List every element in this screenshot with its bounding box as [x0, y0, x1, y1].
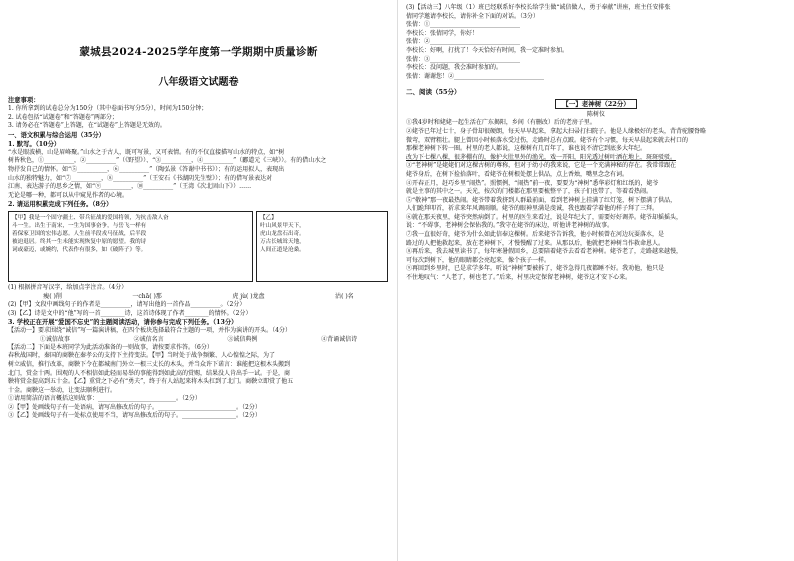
- reading-para: 路过的人把他救起来，放在老神树下，才慢慢醒了过来。从那以后，他就把老神树当作救命恩人。: [406, 239, 665, 247]
- reading-para: ③“老神树”是姥姥们对这棵古树的尊称，但对于幼小的我来说，它是一个充满神秘的存在。我常常跟在: [406, 162, 677, 170]
- q2-sub3: (3)【乙】诗是文中的“他”写的一首________诗，这首诗体现了作者________的情怀。（2分）: [8, 309, 252, 317]
- part2-heading: 二、阅读（55分）: [406, 88, 461, 97]
- pinyin-item: 一chā( )那: [132, 292, 162, 300]
- reading-para: ②姥爷已年过七十，身子骨却很硬朗，每天早早起来，拿起大扫帚打扫院子。他是人缘极好的老头，背背驼腰脊略: [406, 127, 707, 135]
- exam-title: 蒙城县2024-2025学年度第一学期期中质量诊断: [79, 46, 318, 58]
- reading-para: 微弯，双臂粗壮。腿上曾因小时候落水受过伤，走路时总有点跛。姥爷有个习惯，每天早晨起来就去村口的: [406, 136, 689, 144]
- reading-para: 不住地叹气：“人老了，树也老了。”后来，村里决定保留老神树，姥爷这才安下心来。: [406, 274, 632, 282]
- q1-line: 物抒发自己的情怀。如“⑤__________，⑥__________”（陶弘景《答谢中书书》）；有的运用拟人，表现出: [8, 165, 285, 173]
- q1-heading: 1. 默写。（10分）: [8, 140, 61, 148]
- task3-line: (3)【活动三】八年级（1）班已经联系好李校长给学生做“诚信做人，勇于奉献”讲座，班主任安排张: [406, 4, 671, 11]
- box-jia-line: 词或豪迈，或婉约，代表作有很多，如《破阵子》等。: [12, 247, 147, 254]
- material-box-jia: [8, 211, 253, 282]
- reading-para: 改为下七棵八棵，很茅棚有的，像护火肚里外的渔光，戏一开阳，阳光透过树叶洒在地上，斑斑驳驳。: [406, 153, 677, 161]
- reading-para: ⑨再回到乡里时，已是求学多年。听说“神树”要被拆了，姥爷急得几夜都睡不好。我劝他，他只是: [406, 265, 665, 273]
- box-yi-line: 人间正道是沧桑。: [260, 247, 305, 254]
- pinyin-row: [8, 293, 389, 301]
- material-box-yi: [256, 211, 388, 282]
- pinyin-item: 瘦( )削: [43, 292, 62, 300]
- q2-material-boxes: [8, 211, 389, 282]
- box-yi-line: 【乙】: [260, 215, 277, 222]
- q2-sub1: (1) 根据拼音写汉字，给加点字注音。（4分）: [8, 284, 128, 292]
- q3-sub2: ②【甲】处画线句子有一处语病，请写出修改后的句子。__________________________。（2分）: [8, 403, 261, 411]
- dialogue-line: 张倩：③______________________________: [406, 55, 521, 63]
- dialogue-line: 张倩：①______________________________: [406, 21, 521, 29]
- reading-author: 陈树仪: [586, 111, 605, 119]
- exam-subtitle: 八年级语文试题卷: [158, 77, 239, 88]
- notes-heading: 注意事项：: [8, 97, 40, 104]
- q3-story-line: 春秋战国时，秦国的商鞅在秦孝公的支持下主持变法。【甲】当时处于战争频繁、人心惶惶之际，为了: [8, 352, 276, 360]
- right-column: [397, 0, 794, 561]
- dialogue-line: 张倩：谢谢您！②______________________________: [406, 72, 545, 80]
- q2-sub2: (2)【甲】文段中画线句子的作者是__________，请写出他的一首作品__________。（2分）: [8, 300, 246, 308]
- reading-para: ⑤“敬神”那一夜最热闹。姥爷带着我挤到人群最前面，看到老神树上挂满了红灯笼，树下摆满了供品，: [406, 196, 677, 204]
- box-jia-line: 被迫退居。终其一生未能实现恢复中原的愿望。我的诗: [12, 239, 147, 246]
- q3-story-line: 鞅将赏金提高到五十金。【乙】重赏之下必有“勇夫”，终于有人站起来将木头扛到了北门。商鞅立即赏了他五: [8, 378, 294, 386]
- reading-para: ④开春正月，赶巧乡里“闹热”。照惯例，“闹热”前一夜，要要为“神树”悉华彩灯和红纸的，姥爷: [406, 179, 659, 187]
- box-jia-line: 斗一生。出生于南宋，一生为国事奋争，与岳飞一样有: [12, 223, 147, 230]
- q1-line: 树皆秋色，①__________，②__________”（《野望》）、“③__________，④__________”（酈道元《三峡》）。有的借山水之: [8, 157, 327, 165]
- q1-line: 无论是哪一种，都可以从中窥见作者的心境。: [8, 191, 129, 199]
- dialogue-line: 李校长：张倩同学，你好！: [406, 29, 479, 37]
- box-jia-line: 【甲】我是一个固守疆土、带兵征战的爱国将领，为抗击敌人奋: [12, 215, 169, 222]
- task3-line: 倩同学邀请李校长，请你补全下面的对话。（3分）: [406, 12, 539, 20]
- q3-option: ②诚信名言: [133, 335, 164, 343]
- q3-story-line: 树立威信，推行改革，商鞅下令在都城南门外立一根三丈长的木头，并当众许下诺言：谁能把这根木头搬到: [8, 360, 291, 368]
- q3-sub3: ③【乙】处画线句子有一处标点使用不当，请写出修改后的句子。__________________。（2分）: [8, 412, 261, 420]
- reading-title: 【一】老神树（22分）: [555, 99, 637, 109]
- reading-para: 说：“不碍事，老神树会保佑我的。”我守在姥爷的床边，听他讲老神树的故事。: [406, 222, 614, 230]
- reading-title-banner: [406, 99, 786, 108]
- q1-line: 江南、表达游子的思乡之情，如“⑨__________，⑩__________”（王湾《次北固山下》）……: [8, 183, 252, 191]
- q3-option: ④背诵诚信诗: [321, 335, 358, 343]
- pinyin-item: 沽( )名: [335, 292, 354, 300]
- q3-story-line: 十金。商鞅这一举动，让变法顺利进行。: [8, 386, 117, 394]
- q3-heading: 3. 学校正在开展“爱国不忘史”的主题阅读活动，请你参与完成下列任务。（13分）: [8, 319, 238, 327]
- notes-item: 2. 试卷包括“试题卷”和“答题卷”两部分；: [8, 113, 118, 121]
- box-yi-line: 虎山龙盘石出奇。: [260, 231, 305, 238]
- reading-para: ⑧再后来，我去城里读书了，每年寒暑假回乡，总要陪着姥爷去看看老神树。姥爷老了，走路越来越慢，: [406, 248, 683, 256]
- q2-heading: 2. 请运用积累完成下列任务。（8分）: [8, 201, 113, 209]
- q3-story-line: 北门，赏金十两。围观的人不相信如此轻而易举的事能得到如此高的赏赐，结果没人肯出手一试。于是，商: [8, 369, 291, 377]
- q1-line: “水是眼波横，山是眉峰聚。”山水之于古人，既可写景，又可表情。有的不仅直接描写山水的特点，如“树: [8, 148, 285, 156]
- q3-task2: 【活动二】下面是本班同学为此活动准备的一则故事，请按要求作答。（6分）: [8, 343, 213, 351]
- dialogue-line: 张倩：②______________________________: [406, 38, 521, 46]
- part1-heading: 一、语文积累与综合运用（35分）: [8, 131, 105, 139]
- notes-item: 1. 你所拿到的试卷总分为150分（其中卷面书写分5分），时间为150分钟；: [8, 105, 208, 112]
- box-jia-line: 着保家卫国的宏伟志愿。人生前半段戎马征战，后半段: [12, 231, 147, 238]
- dialogue-line: 李校长：没问题，我会准时参加的。: [406, 64, 503, 72]
- reading-para: 人们跪拜叩首，祈求来年风调雨顺。姥爷的眼神里满是虔诚，我也跟着学着他的样子拜了三拜。: [406, 205, 659, 213]
- reading-para: 那棵老神树下转一圈。村里的老人都说，这棵树有几百年了，谁也说不清它到底多大年纪。: [406, 145, 647, 153]
- reading-para: 就是主事的其中之一。天光，按次的门楼都在那里要梳整平了，孩子们也带了，等着看热闹。: [406, 188, 653, 196]
- q3-task1: 【活动一】要求围绕“诚信”写一篇演讲稿，在四个板块选择最符合主题的一项，并作为演讲的开头。（4分）: [8, 327, 291, 335]
- reading-para: 姥爷身后，在树下捡拾落叶，看姥爷在树根处摆上供品，点上香烛，嘴里念念有词。: [406, 170, 629, 178]
- box-yi-line: 万古长城耸天地，: [260, 239, 305, 246]
- q1-line: 山水的独特魅力，如“⑦__________，⑧__________”（王安石《书湖阴先生壁》）；有的借写景表达对: [8, 174, 273, 182]
- reading-para: ⑦我一直很好奇，姥爷为什么如此信奉这棵树。后来姥爷告诉我，他小时候曾在河边玩耍落水，是: [406, 231, 665, 239]
- q3-options-row: [8, 336, 389, 344]
- reading-para: 可每次到树下，他的眼睛都会亮起来，像个孩子一样。: [406, 256, 551, 264]
- pinyin-item: 虎 jù( )龙盘: [232, 292, 265, 300]
- q3-option: ①诚信故事: [39, 335, 70, 343]
- reading-para: ⑥就在那天夜里，姥爷突然病倒了。村里的医生来看过，说是年纪大了，需要好好调养。姥爷却摇摇头，: [406, 213, 683, 221]
- dialogue-line: 李校长：好啊，打扰了！今天恰好有时间，我一定准时参加。: [406, 46, 569, 54]
- reading-para: ①我4岁时和姥姥一起生活在广东揭阳，乡间（有删改）后的老房子里。: [406, 119, 596, 127]
- q3-sub1: ①请用简洁的语言概括这则故事：__________________________。（2分）: [8, 395, 201, 403]
- q3-option: ③诚信典例: [227, 335, 258, 343]
- box-yi-line: 叶山风景甲天下，: [260, 223, 305, 230]
- notes-item: 3. 请务必在“答题卷”上答题，在“试题卷”上答题是无效的。: [8, 122, 166, 130]
